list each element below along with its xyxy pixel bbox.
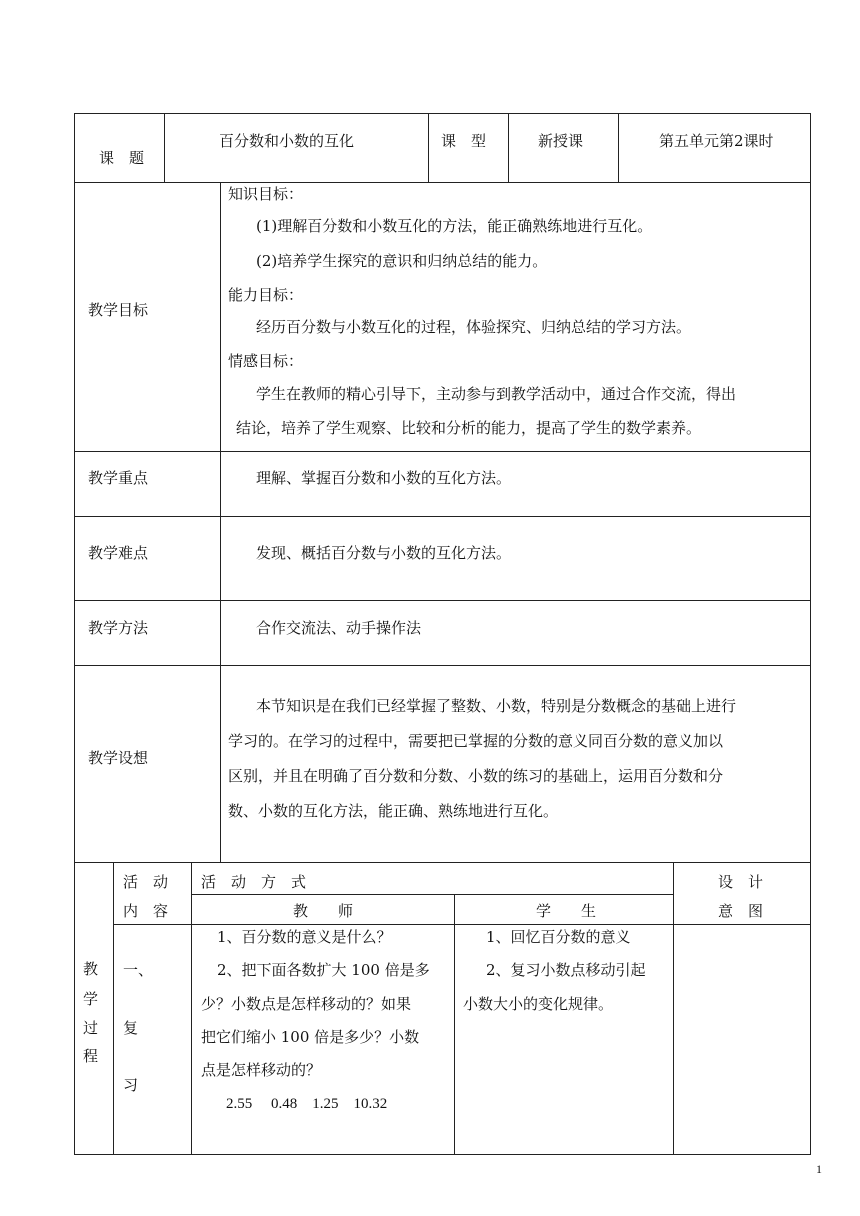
key-point-value: 理解、掌握百分数和小数的互化方法。 [256,469,512,487]
design-line-1: 本节知识是在我们已经掌握了整数、小数，特别是分数概念的基础上进行 [256,697,737,715]
teacher-header: 教 师 [293,902,354,920]
student-line-2: 2、复习小数点移动引起 [486,961,646,979]
emotion-item-1a: 学生在教师的精心引导下，主动参与到教学活动中，通过合作交流，得出 [256,385,737,403]
lesson-label: 课 题 [99,149,145,167]
objectives-label: 教学目标 [88,301,149,319]
teacher-line-3: 少？小数点是怎样移动的？如果 [201,995,412,1013]
key-point-label: 教学重点 [88,469,149,487]
design-line-4: 数、小数的互化方法，能正确、熟练地进行互化。 [228,802,559,820]
section-title-char-1: 复 [123,1019,139,1037]
activity-content-header-2: 内 容 [123,902,169,920]
process-label-char-1: 教 [83,960,99,978]
design-line-3: 区别，并且在明确了百分数和分数、小数的练习的基础上，运用百分数和分 [228,767,724,785]
activity-mode-header: 活 动 方 式 [201,873,307,891]
emotion-item-1b: 结论，培养了学生观察、比较和分析的能力，提高了学生的数学素养。 [236,419,702,437]
student-header: 学 生 [536,902,597,920]
knowledge-item-2: (2)培养学生探究的意识和归纳总结的能力。 [256,252,548,270]
method-label: 教学方法 [88,619,149,637]
lesson-type-label: 课 型 [441,132,487,150]
knowledge-item-1: (1)理解百分数和小数互化的方法，能正确熟练地进行互化。 [256,217,653,235]
method-value: 合作交流法、动手操作法 [256,619,422,637]
teacher-line-2: 2、把下面各数扩大 100 倍是多 [217,961,430,979]
process-label-char-3: 过 [83,1019,99,1037]
teacher-line-1: 1、百分数的意义是什么？ [217,928,392,946]
page-number: 1 [816,1162,822,1176]
teacher-numbers: 2.55 0.48 1.25 10.32 [226,1096,388,1112]
design-label: 教学设想 [88,749,149,767]
difficulty-value: 发现、概括百分数与小数的互化方法。 [256,544,512,562]
teacher-line-4: 把它们缩小 100 倍是多少？小数 [201,1028,420,1046]
ability-item-1: 经历百分数与小数互化的过程，体验探究、归纳总结的学习方法。 [256,318,692,336]
emotion-title: 情感目标： [228,352,304,370]
difficulty-label: 教学难点 [88,544,149,562]
student-line-3: 小数大小的变化规律。 [463,995,614,1013]
teacher-line-5: 点是怎样移动的？ [201,1061,322,1079]
design-intent-header-1: 设 计 [718,873,764,891]
student-line-1: 1、回忆百分数的意义 [486,928,631,946]
process-table [74,863,811,1155]
design-intent-header-2: 意 图 [718,902,764,920]
lesson-period: 第五单元第2课时 [659,132,774,150]
section-title-char-2: 习 [123,1076,139,1094]
knowledge-title: 知识目标： [228,185,304,203]
process-label-char-2: 学 [83,990,99,1008]
process-label-char-4: 程 [83,1047,99,1065]
lesson-title: 百分数和小数的互化 [219,132,355,150]
design-line-2: 学习的。在学习的过程中，需要把已掌握的分数的意义同百分数的意义加以 [228,732,724,750]
activity-content-header-1: 活 动 [123,873,169,891]
ability-title: 能力目标： [228,286,304,304]
section-number: 一、 [123,961,154,979]
lesson-type-value: 新授课 [538,132,584,150]
